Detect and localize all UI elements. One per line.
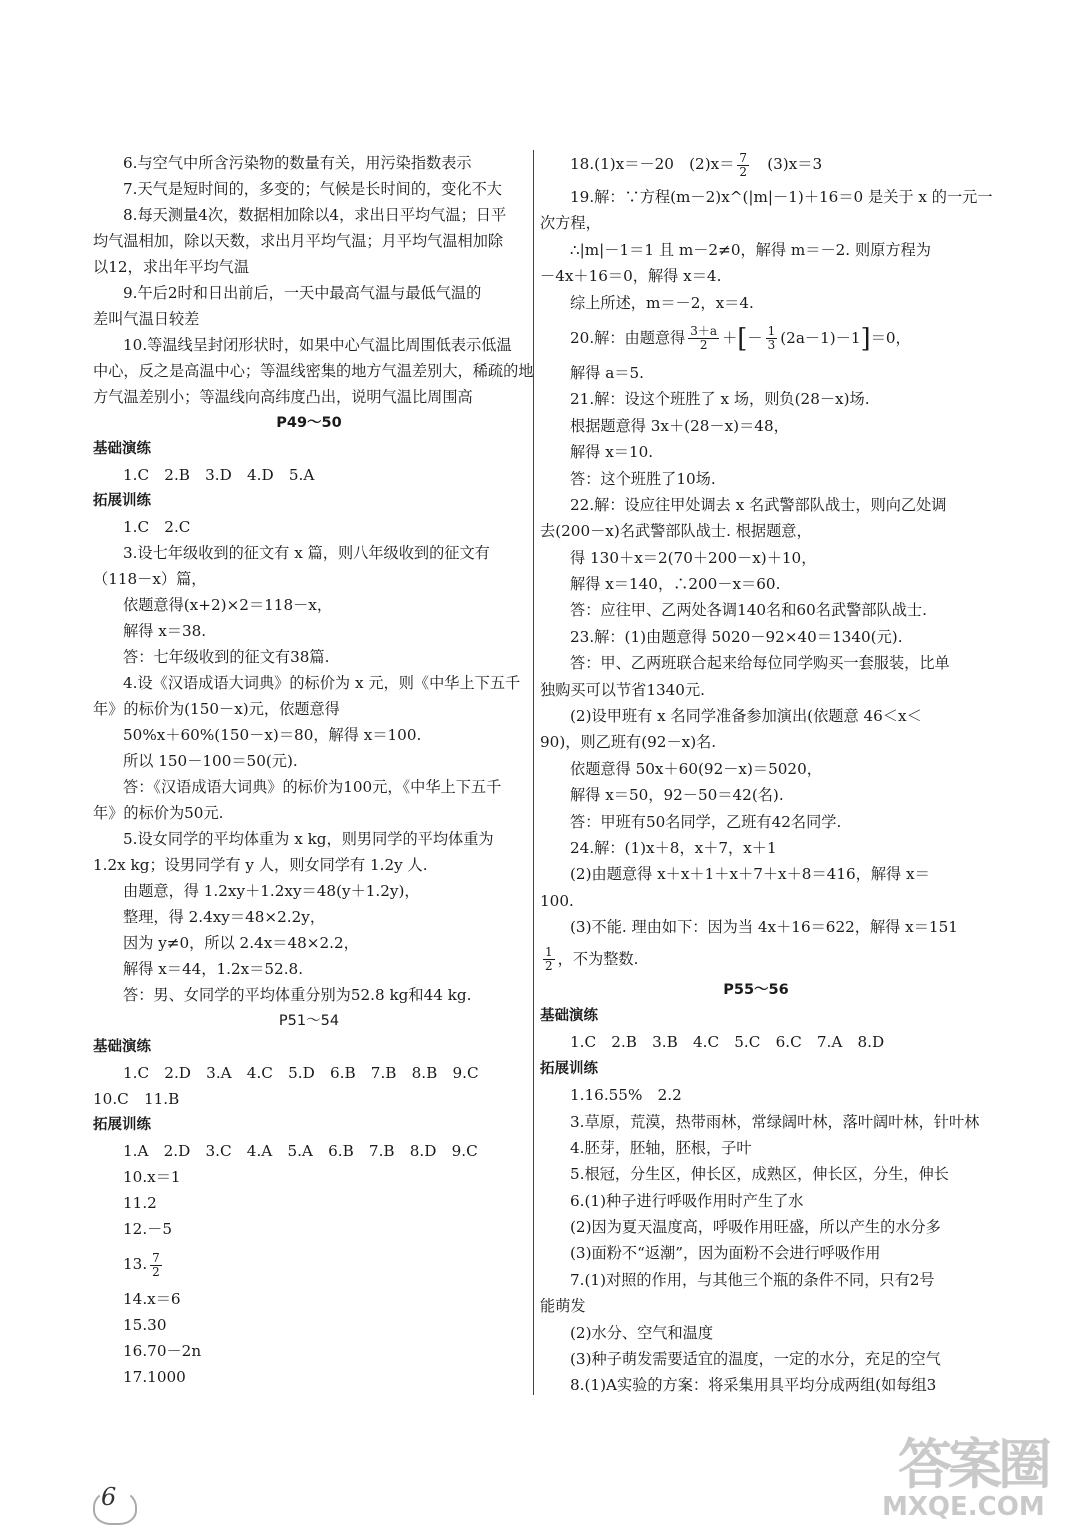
section-page-heading: P55～56 bbox=[723, 981, 789, 998]
text-line: 根据题意得 3x＋(28－x)＝48， bbox=[570, 416, 789, 435]
answer-line: 10.C 11.B bbox=[93, 1090, 180, 1108]
answer-text: － bbox=[747, 328, 763, 347]
fraction-numerator: 7 bbox=[152, 1250, 160, 1265]
section-heading: 拓展训练 bbox=[93, 493, 151, 509]
text-line: 独购买可以节省1340元. bbox=[540, 680, 705, 699]
fraction-denominator: 2 bbox=[545, 959, 553, 974]
text-line: 年》的标价为(150－x)元，依题意得 bbox=[93, 700, 340, 718]
text-line: 差叫气温日较差 bbox=[93, 310, 200, 328]
text-line: 4.设《汉语成语大词典》的标价为 x 元，则《中华上下五千 bbox=[123, 674, 521, 692]
fraction bbox=[766, 325, 778, 352]
page-number bbox=[93, 1483, 137, 1519]
answer-line: 7.(1)对照的作用，与其他三个瓶的条件不同，只有2号 bbox=[570, 1270, 935, 1289]
text-line: 解得 x＝10. bbox=[570, 443, 654, 462]
equation-line bbox=[540, 316, 972, 360]
answer-line: 14.x＝6 bbox=[123, 1290, 181, 1308]
text-line: 6.与空气中所含污染物的数量有关，用污染指数表示 bbox=[123, 154, 472, 172]
answer-text: 20.解：由题意得 bbox=[570, 328, 686, 347]
watermark bbox=[880, 1422, 1075, 1522]
text-line: 解得 x＝38. bbox=[123, 622, 207, 640]
fraction-numerator: 1 bbox=[767, 324, 776, 339]
answer-line: 能萌发 bbox=[540, 1297, 586, 1316]
text-line: 综上所述，m＝－2，x＝4. bbox=[570, 293, 754, 312]
text-line: 22.解：设应往甲处调去 x 名武警部队战士，则向乙处调 bbox=[570, 495, 947, 514]
text-line: 50%x＋60%(150－x)＝80，解得 x＝100. bbox=[123, 726, 422, 744]
text-line: 19.解：∵方程(m－2)x^(|m|－1)＋16＝0 是关于 x 的一元一 bbox=[570, 188, 993, 206]
fraction bbox=[737, 152, 749, 179]
text-line bbox=[540, 941, 972, 977]
answer-line: 5.根冠，分生区，伸长区，成熟区，伸长区，分生，伸长 bbox=[570, 1165, 949, 1184]
text-line: 24.解：(1)x＋8，x＋7，x＋1 bbox=[570, 838, 777, 857]
text-line: (3)不能. 理由如下：因为当 4x＋16＝622，解得 x＝151 bbox=[570, 918, 958, 937]
text-line: 由题意，得 1.2xy＋1.2xy＝48(y＋1.2y)， bbox=[123, 882, 420, 900]
answer-text: (3)x＝3 bbox=[752, 155, 823, 173]
answer-line: (3)面粉不“返潮”，因为面粉不会进行呼吸作用 bbox=[570, 1244, 881, 1263]
section-heading: 基础演练 bbox=[93, 1039, 151, 1055]
text-line: 中心，反之是高温中心；等温线密集的地方气温差别大，稀疏的地 bbox=[93, 362, 534, 380]
watermark-url: MXQE.COM bbox=[882, 1492, 1045, 1522]
text-line: 因为 y≠0，所以 2.4x＝48×2.2， bbox=[123, 934, 359, 952]
text-line: 5.设女同学的平均体重为 x kg，则男同学的平均体重为 bbox=[123, 830, 494, 848]
answer-line: 3.草原，荒漠，热带雨林，常绿阔叶林，落叶阔叶林，针叶林 bbox=[570, 1112, 980, 1131]
section-page-heading: P49～50 bbox=[276, 415, 342, 431]
text-line: 年》的标价为50元. bbox=[93, 804, 224, 822]
fraction bbox=[688, 325, 719, 352]
fraction-denominator: 3 bbox=[767, 338, 776, 353]
text-line: 解得 a＝5. bbox=[570, 363, 644, 382]
text-line: 整理，得 2.4xy＝48×2.2y， bbox=[123, 908, 326, 926]
text-line: －4x＋16＝0，解得 x＝4. bbox=[540, 267, 722, 286]
answer-line bbox=[93, 1242, 525, 1286]
text-line: 9.午后2时和日出前后，一天中最高气温与最低气温的 bbox=[123, 284, 482, 302]
answer-text: ＋ bbox=[722, 328, 738, 347]
text-line: 1.2x kg；设男同学有 y 人，则女同学有 1.2y 人. bbox=[93, 856, 428, 874]
text-line: (2)设甲班有 x 名同学准备参加演出(依题意 46＜x＜ bbox=[570, 707, 922, 726]
answer-line: 17.1000 bbox=[123, 1368, 186, 1386]
text-line: 依题意得(x+2)×2＝118－x， bbox=[123, 596, 333, 614]
section-heading: 基础演练 bbox=[540, 1007, 598, 1024]
text-line: 以12，求出年平均气温 bbox=[93, 258, 250, 276]
text-line: 23.解：(1)由题意得 5020－92×40＝1340(元). bbox=[570, 627, 903, 646]
answer-line: 10.x＝1 bbox=[123, 1168, 181, 1186]
section-heading: 基础演练 bbox=[93, 441, 151, 457]
text-line: 答：七年级收到的征文有38篇. bbox=[123, 648, 330, 666]
section-heading: 拓展训练 bbox=[540, 1060, 598, 1077]
text-line: ∴|m|－1＝1 且 m－2≠0，解得 m＝－2. 则原方程为 bbox=[570, 240, 931, 259]
answer-line: 1.C 2.C bbox=[123, 518, 191, 536]
answer-line: 4.胚芽，胚轴，胚根，子叶 bbox=[570, 1138, 752, 1157]
answer-line: 12.－5 bbox=[123, 1220, 173, 1238]
text-line: 8.每天测量4次，数据相加除以4，求出日平均气温；日平 bbox=[123, 206, 507, 224]
fraction-denominator: 2 bbox=[699, 338, 708, 353]
text-line: 解得 x＝140，∴200－x＝60. bbox=[570, 575, 781, 594]
answer-line: 16.70－2n bbox=[123, 1342, 202, 1360]
answer-text: 18.(1)x＝－20 (2)x＝ bbox=[570, 155, 735, 173]
text-line: （118－x）篇， bbox=[93, 570, 207, 588]
fraction-denominator: 2 bbox=[739, 164, 748, 179]
answer-line: (3)种子萌发需要适宜的温度，一定的水分，充足的空气 bbox=[570, 1350, 941, 1369]
answer-line: 1.C 2.B 3.D 4.D 5.A bbox=[123, 466, 315, 484]
text-line: 解得 x＝50，92－50＝42(名). bbox=[570, 786, 784, 805]
text-line: 方气温差别小；等温线向高纬度凸出，说明气温比周围高 bbox=[93, 388, 473, 406]
answer-text: ，不为整数. bbox=[557, 949, 639, 968]
text-line: 3.设七年级收到的征文有 x 篇，则八年级收到的征文有 bbox=[123, 544, 490, 562]
answer-line bbox=[540, 144, 972, 184]
answer-line: 1.C 2.B 3.B 4.C 5.C 6.C 7.A 8.D bbox=[570, 1033, 885, 1052]
text-line: 100. bbox=[540, 891, 574, 910]
left-column bbox=[93, 150, 534, 1390]
text-line: 去(200－x)名武警部队战士. 根据题意， bbox=[540, 522, 812, 541]
fraction bbox=[150, 1252, 162, 1279]
left-bracket: [ bbox=[737, 323, 748, 354]
text-line: 均气温相加，除以天数，求出月平均气温；月平均气温相加除 bbox=[93, 232, 504, 250]
right-column bbox=[540, 150, 993, 1399]
watermark-logo: 答案圈 bbox=[898, 1433, 1048, 1496]
answer-text: ＝0， bbox=[870, 328, 911, 347]
text-line: 得 130＋x＝2(70＋200－x)＋10， bbox=[570, 548, 817, 567]
right-bracket: ] bbox=[860, 323, 871, 354]
answer-line: 15.30 bbox=[123, 1316, 167, 1334]
answer-line: 1.A 2.D 3.C 4.A 5.A 6.B 7.B 8.D 9.C bbox=[123, 1142, 478, 1160]
fraction-denominator: 2 bbox=[152, 1264, 160, 1279]
answer-line: 1.16.55% 2.2 bbox=[570, 1086, 682, 1105]
text-line: 答：《汉语成语大词典》的标价为100元，《中华上下五千 bbox=[123, 778, 502, 796]
fraction-numerator: 3＋a bbox=[690, 324, 718, 339]
text-line: 答：甲、乙两班联合起来给每位同学购买一套服装，比单 bbox=[570, 654, 950, 673]
text-line: 答：甲班有50名同学，乙班有42名同学. bbox=[570, 812, 842, 831]
text-line: 90)，则乙班有(92－x)名. bbox=[540, 733, 717, 752]
text-line: 解得 x＝44，1.2x＝52.8. bbox=[123, 960, 304, 978]
page-number-text: 6 bbox=[101, 1483, 117, 1511]
text-line: 所以 150－100＝50(元). bbox=[123, 752, 298, 770]
text-line: (2)由题意得 x＋x＋1＋x＋7＋x＋8＝416，解得 x＝ bbox=[570, 865, 930, 884]
section-heading: 拓展训练 bbox=[93, 1117, 151, 1133]
answer-number: 13. bbox=[123, 1255, 148, 1273]
answer-line: 6.(1)种子进行呼吸作用时产生了水 bbox=[570, 1191, 804, 1210]
fraction-numerator: 1 bbox=[545, 945, 553, 960]
column-divider bbox=[533, 150, 534, 1395]
answer-line: 1.C 2.D 3.A 4.C 5.D 6.B 7.B 8.B 9.C bbox=[123, 1064, 479, 1082]
text-line: 依题意得 50x＋60(92－x)＝5020， bbox=[570, 759, 822, 778]
fraction-numerator: 7 bbox=[739, 150, 748, 165]
answer-line: (2)因为夏天温度高，呼吸作用旺盛，所以产生的水分多 bbox=[570, 1218, 941, 1237]
text-line: 7.天气是短时间的，多变的；气候是长时间的，变化不大 bbox=[123, 180, 502, 198]
fraction bbox=[543, 946, 555, 973]
answer-line: 8.(1)A实验的方案：将采集用具平均分成两组(如每组3 bbox=[570, 1376, 937, 1395]
answer-line: (2)水分、空气和温度 bbox=[570, 1323, 714, 1342]
text-line: 答：这个班胜了10场. bbox=[570, 469, 716, 488]
answer-line: 11.2 bbox=[123, 1194, 157, 1212]
section-page-heading: P51～54 bbox=[278, 1013, 340, 1029]
text-line: 21.解：设这个班胜了 x 场，则负(28－x)场. bbox=[570, 390, 870, 409]
answer-text: (2a－1)－1 bbox=[780, 328, 861, 347]
text-line: 答：应往甲、乙两处各调140名和60名武警部队战士. bbox=[570, 601, 927, 620]
text-line: 10.等温线呈封闭形状时，如果中心气温比周围低表示低温 bbox=[123, 336, 512, 354]
text-line: 次方程， bbox=[540, 214, 601, 233]
text-line: 答：男、女同学的平均体重分别为52.8 kg和44 kg. bbox=[123, 986, 472, 1004]
